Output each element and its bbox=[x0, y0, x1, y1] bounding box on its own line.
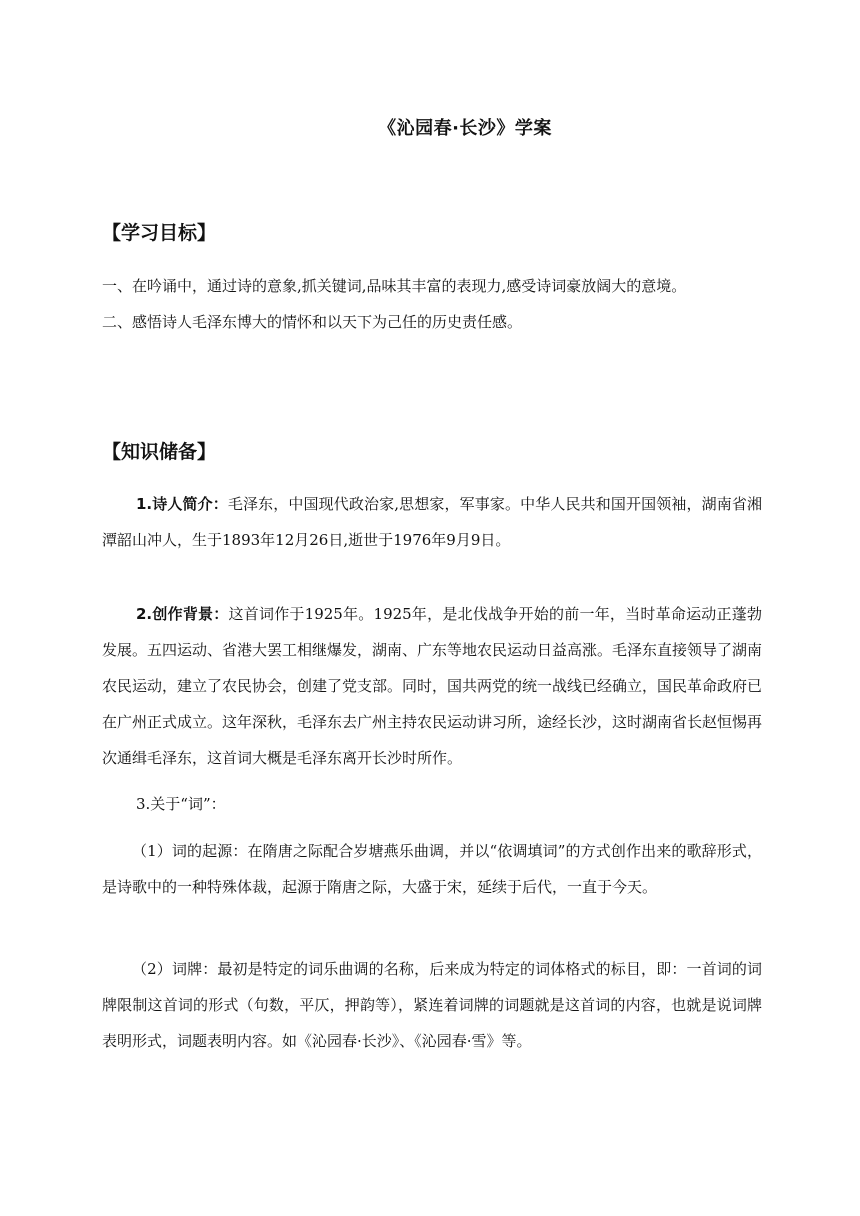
poet-intro-text: 毛泽东，中国现代政治家,思想家，军事家。中华人民共和国开国领袖，湖南省湘潭韶山冲人，生于1893年12月26日,逝世于1976年9月9日。 bbox=[102, 495, 762, 549]
page-title: 《沁园春·长沙》学案 bbox=[378, 118, 552, 139]
poet-intro-label: 1.诗人简介： bbox=[136, 495, 228, 513]
goals-heading: 【学习目标】 bbox=[102, 222, 217, 244]
goal-item-1: 一、在吟诵中，通过诗的意象,抓关键词,品味其丰富的表现力,感受诗词豪放阔大的意境。 bbox=[102, 277, 687, 295]
ci-origin-paragraph: （1）词的起源：在隋唐之际配合岁塘燕乐曲调，并以“依调填词”的方式创作出来的歌辞形式，是诗歌中的一种特殊体裁，起源于隋唐之际，大盛于宋，延续于后代，一直于今天。 bbox=[102, 842, 762, 896]
goal-item-2: 二、感悟诗人毛泽东博大的情怀和以天下为己任的历史责任感。 bbox=[102, 313, 523, 331]
background-paragraph bbox=[102, 596, 762, 776]
background-label: 2.创作背景： bbox=[136, 605, 229, 623]
goals-list bbox=[102, 268, 762, 340]
poet-intro-paragraph bbox=[102, 486, 762, 558]
about-ci-label: 3.关于“词”： bbox=[136, 795, 226, 813]
cipai-paragraph: （2）词牌：最初是特定的词乐曲调的名称，后来成为特定的词体格式的标目，即：一首词的词牌限制这首词的形式（句数，平仄，押韵等），紧连着词牌的词题就是这首词的内容，也就是说词牌表明形式，词题表明内容。如《沁园春·长沙》、《沁园春·雪》等。 bbox=[102, 960, 762, 1050]
about-ci-heading bbox=[102, 786, 762, 822]
knowledge-heading: 【知识储备】 bbox=[102, 441, 217, 463]
background-text: 这首词作于1925年。1925年，是北伐战争开始的前一年，当时革命运动正蓬勃发展。五四运动、省港大罢工相继爆发，湖南、广东等地农民运动日益高涨。毛泽东直接领导了湖南农民运动，建立了农民协会，创建了党支部。同时，国共两党的统一战线已经确立，国民革命政府已在广州正式成立。这年深秋，毛泽东去广州主持农民运动讲习所，途经长沙，这时湖南省长赵恒惕再次通缉毛泽东，这首词大概是毛泽东离开长沙时所作。 bbox=[102, 605, 763, 767]
